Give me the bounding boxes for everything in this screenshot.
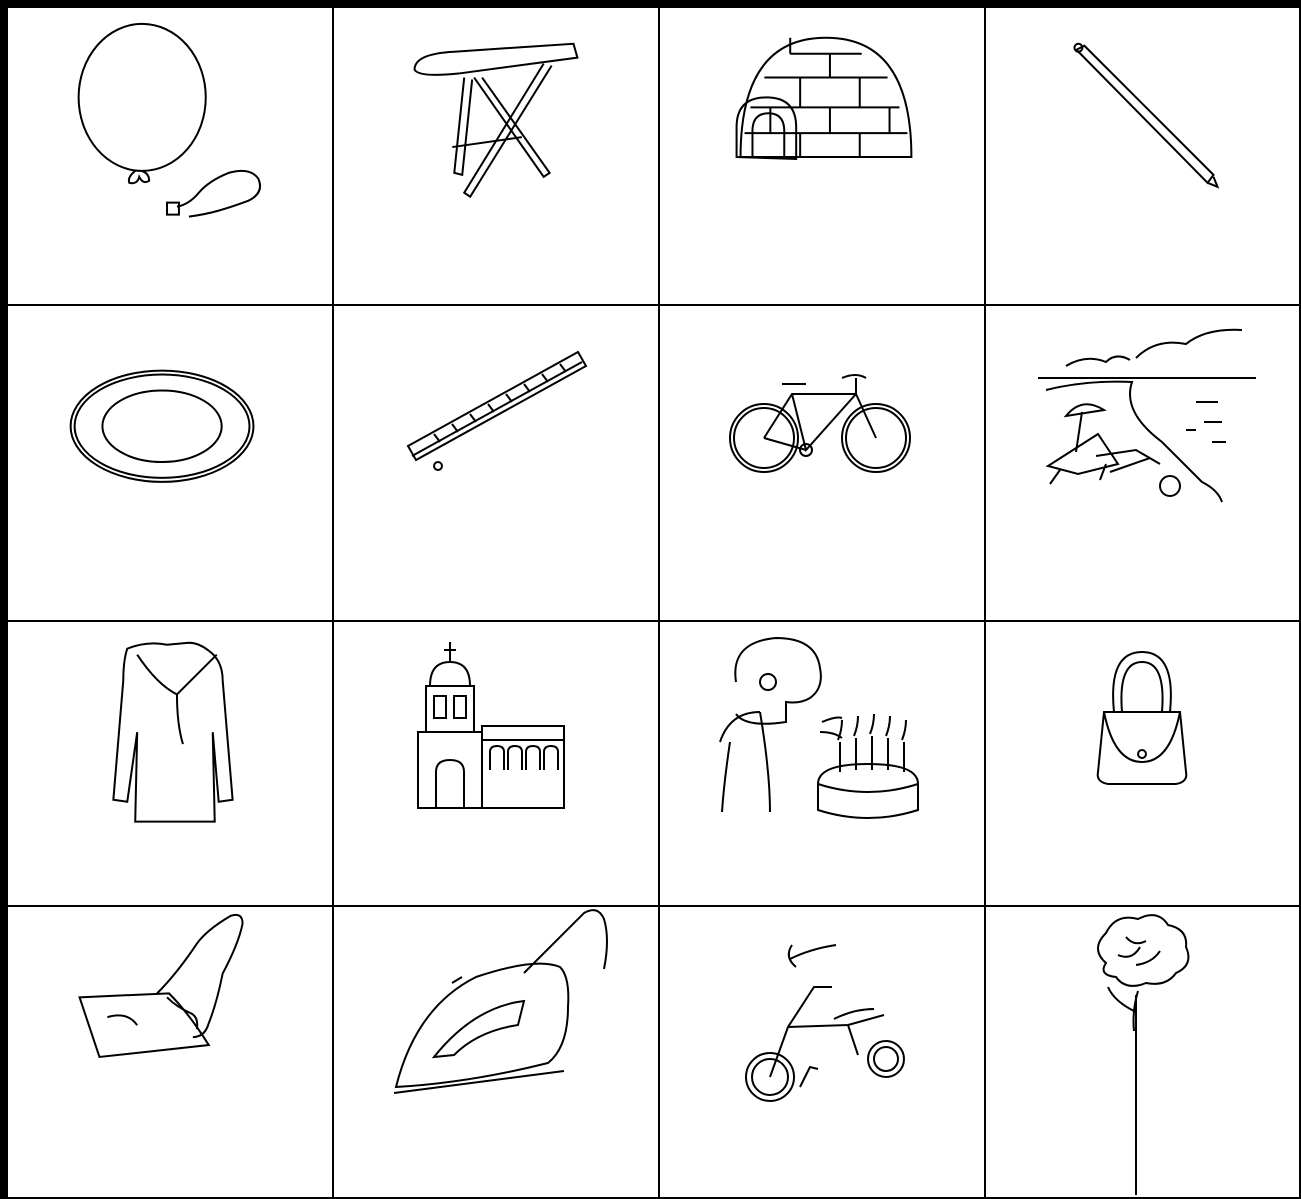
blouse-icon	[8, 622, 332, 905]
grid-cell	[986, 622, 1301, 907]
hand-wiping-cloth-icon	[8, 907, 332, 1197]
blowing-candles-icon	[660, 622, 984, 905]
grid-cell	[0, 306, 334, 622]
grid-cell	[660, 622, 986, 907]
ironing-board-icon	[334, 8, 658, 304]
grid-cell	[660, 907, 986, 1199]
plate-icon	[8, 306, 332, 620]
church-icon	[334, 622, 658, 905]
grid-cell	[660, 0, 986, 306]
iron-icon	[334, 907, 658, 1197]
grid-cell	[986, 0, 1301, 306]
carnation-icon	[986, 907, 1299, 1197]
ruler-icon	[334, 306, 658, 620]
grid-cell	[0, 0, 334, 306]
igloo-icon	[660, 8, 984, 304]
handbag-icon	[986, 622, 1299, 905]
grid-cell	[334, 306, 660, 622]
grid-cell	[0, 622, 334, 907]
grid-cell	[986, 907, 1301, 1199]
grid-cell	[334, 622, 660, 907]
beach-icon	[986, 306, 1299, 620]
bicycle-icon	[660, 306, 984, 620]
grid-cell	[334, 0, 660, 306]
grid-cell	[334, 907, 660, 1199]
balloon-icon	[8, 8, 332, 304]
grid-cell	[986, 306, 1301, 622]
tricycle-icon	[660, 907, 984, 1197]
knitting-needle-icon	[986, 8, 1299, 304]
grid-cell	[0, 907, 334, 1199]
grid-cell	[660, 306, 986, 622]
